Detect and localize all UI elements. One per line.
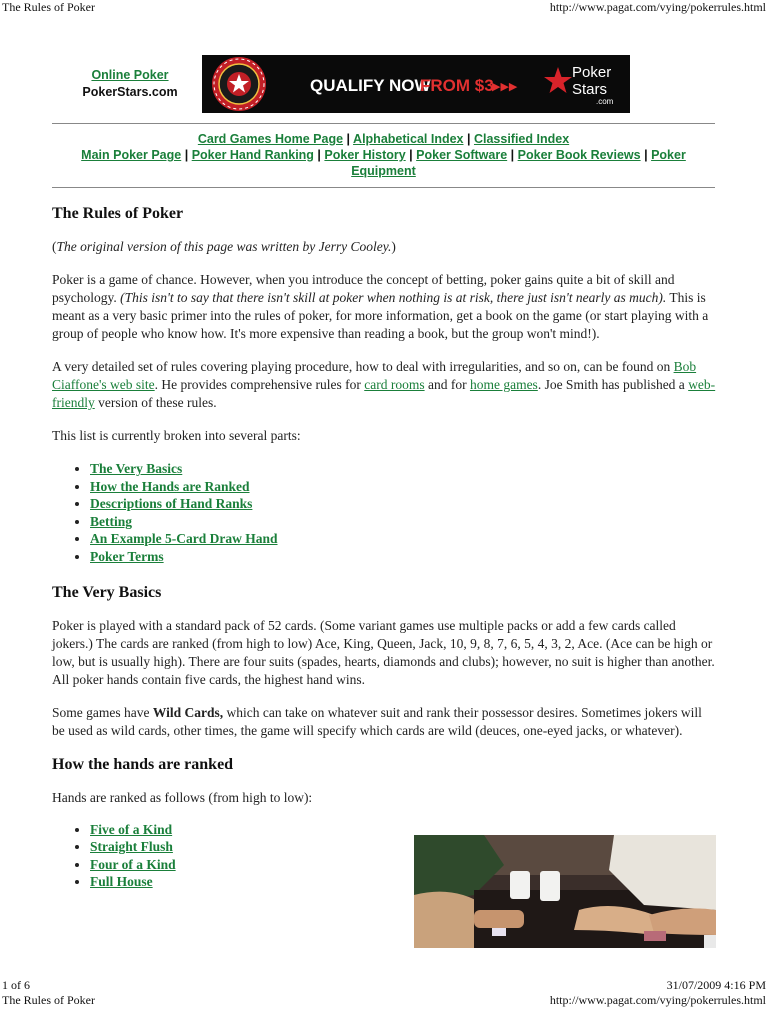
print-footer <box>0 978 768 992</box>
poker-table-photo <box>414 835 716 948</box>
list-item <box>90 548 716 566</box>
credit-paragraph <box>52 238 716 256</box>
nav-separator: | <box>510 148 515 162</box>
rules-text-1: A very detailed set of rules covering playing procedure, how to deal with irregularities, and so on, can be found on <box>52 359 674 374</box>
rules-text-4: . Joe Smith has published a <box>537 377 689 392</box>
brand-poker-text: Poker <box>572 64 612 81</box>
rank-link-full-house[interactable]: Full House <box>90 874 153 890</box>
divider-top <box>52 123 715 124</box>
list-item <box>90 495 716 513</box>
wild-text-1: Some games have <box>52 704 153 720</box>
rank-link-straight-flush[interactable]: Straight Flush <box>90 839 173 855</box>
parts-intro: This list is currently broken into several parts: <box>52 428 301 443</box>
nav-separator: | <box>317 148 321 162</box>
print-header-title: The Rules of Poker <box>2 0 95 14</box>
rules-text-5: version of these rules. <box>94 395 217 410</box>
main-content <box>52 204 716 908</box>
rules-text-2: . He provides comprehensive rules for <box>154 377 365 392</box>
parts-list <box>52 460 716 566</box>
wild-text-2: which can take on whatever suit and rank their possessor desires. Sometimes jokers will be used as wild cards, other times, the game will specify which cards are wild (deuces, one-eyed jacks, or whatever). <box>52 704 702 738</box>
section-title-hands-ranked: How the hands are ranked <box>52 755 234 773</box>
banner-arrows-icon: ▶▶▶ <box>492 80 518 93</box>
advertisement <box>60 55 630 113</box>
nav-poker-software[interactable]: Poker Software <box>416 148 508 162</box>
toc-link-example-hand[interactable]: An Example 5-Card Draw Hand <box>90 531 278 547</box>
toc-link-poker-terms[interactable]: Poker Terms <box>90 548 164 564</box>
credit-text: The original version of this page was written by Jerry Cooley. <box>56 239 392 254</box>
nav-classified-index[interactable]: Classified Index <box>473 132 570 146</box>
brand-stars-text: Stars <box>572 81 608 98</box>
nav-separator: | <box>644 148 648 162</box>
link-card-rooms[interactable]: card rooms <box>364 377 425 392</box>
link-web-friendly[interactable]: web-friendly <box>52 377 716 410</box>
intro-italic: (This isn't to say that there isn't skill at poker when nothing is at risk, there just isn't nearly as much). <box>120 290 667 305</box>
page-number: 1 of 6 <box>2 978 30 992</box>
chip-logo-icon <box>212 57 266 111</box>
list-item <box>90 530 716 548</box>
rank-link-five-of-a-kind[interactable]: Five of a Kind <box>90 821 173 837</box>
nav-poker-equipment[interactable]: Poker Equipment <box>351 148 686 178</box>
online-poker-link[interactable]: Online Poker <box>91 68 169 82</box>
nav-separator: | <box>409 148 413 162</box>
toc-link-very-basics[interactable]: The Very Basics <box>90 461 183 476</box>
nav-main-poker-page[interactable]: Main Poker Page <box>81 148 182 162</box>
toc-link-hands-ranked[interactable]: How the Hands are Ranked <box>90 478 250 494</box>
list-item <box>90 513 716 531</box>
link-ciaffone-site[interactable]: Bob Ciaffone's web site <box>52 359 697 392</box>
brand-com-text: .com <box>596 97 614 106</box>
print-header-url: http://www.pagat.com/vying/pokerrules.html <box>549 0 766 14</box>
list-item <box>90 478 716 496</box>
section-title-very-basics: The Very Basics <box>52 583 162 601</box>
nav-poker-hand-ranking[interactable]: Poker Hand Ranking <box>191 148 314 162</box>
page-title: The Rules of Poker <box>52 205 184 222</box>
next-page-title: The Rules of Poker <box>2 993 95 1007</box>
banner-qualify-text: QUALIFY NOW <box>310 76 431 95</box>
nav-poker-history[interactable]: Poker History <box>324 148 406 162</box>
nav-separator: | <box>466 132 471 146</box>
print-datetime: 31/07/2009 4:16 PM <box>666 978 766 992</box>
divider-bottom <box>52 187 715 188</box>
nav-separator: | <box>346 132 351 146</box>
ad-site-name: PokerStars.com <box>82 85 178 99</box>
link-home-games[interactable]: home games <box>469 377 538 392</box>
wild-cards-term: Wild Cards, <box>152 704 224 720</box>
credit-open: ( <box>52 239 57 254</box>
print-header <box>0 0 768 14</box>
nav-card-games-home[interactable]: Card Games Home Page <box>197 132 344 146</box>
rank-link-four-of-a-kind[interactable]: Four of a Kind <box>90 856 176 872</box>
banner-graphic <box>202 55 630 113</box>
rules-text-3: and for <box>424 377 470 392</box>
basics-paragraph: Poker is played with a standard pack of 52 cards. (Some variant games use multiple packs or add a few cards called jokers.) The cards are ranked (from high to low) Ace, King, Queen, Jack, 10, 9, 8, 7, 6, 5, 4, 3, 2, Ace. (Ace can be high or low, but is usually high). There are four suits (spades, hearts, diamonds and clubs); however, no suit is higher than another. All poker hands contain five cards, the highest hand wins. <box>52 617 715 687</box>
nav-separator: | <box>184 148 189 162</box>
intro-text-2: This is meant as a very basic primer into the rules of poker, for more information, get a book on the game (or start playing with a group of people who know how. It's more expensive than reading a book, but the group won't mind!). <box>52 290 709 341</box>
pokerstars-banner[interactable] <box>202 55 630 113</box>
list-item <box>90 460 716 478</box>
rules-paragraph <box>52 358 716 412</box>
banner-from-text: FROM $3 <box>420 76 494 95</box>
intro-paragraph <box>52 271 716 343</box>
wild-cards-paragraph <box>52 704 716 740</box>
nav-poker-book-reviews[interactable]: Poker Book Reviews <box>517 148 641 162</box>
nav-alphabetical-index[interactable]: Alphabetical Index <box>353 132 464 146</box>
credit-close: ) <box>391 239 396 254</box>
ranked-intro: Hands are ranked as follows (from high to low): <box>52 789 313 805</box>
toc-link-descriptions[interactable]: Descriptions of Hand Ranks <box>90 496 253 512</box>
toc-link-betting[interactable]: Betting <box>90 513 132 529</box>
ad-text <box>60 67 200 101</box>
site-navigation <box>52 131 715 179</box>
next-page-header <box>0 993 768 1007</box>
intro-text-1: Poker is a game of chance. However, when you introduce the concept of betting, poker gains quite a bit of skill and psychology. <box>52 272 675 305</box>
next-page-url: http://www.pagat.com/vying/pokerrules.html <box>549 993 766 1007</box>
